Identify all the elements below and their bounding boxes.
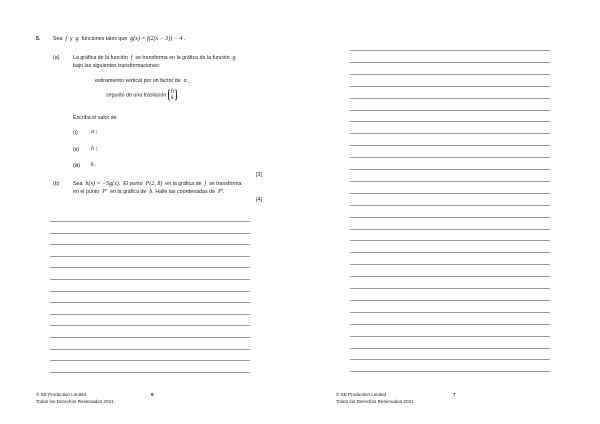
- part-b-f: f: [204, 181, 207, 187]
- answer-line: [350, 240, 550, 241]
- answer-line: [350, 371, 550, 372]
- answer-line: [50, 360, 250, 361]
- point-p: P(2, 8): [145, 181, 163, 187]
- answer-line: [350, 217, 550, 218]
- answer-line: [350, 86, 550, 87]
- answer-line: [350, 252, 550, 253]
- alpha-symbol: α ,: [183, 78, 190, 84]
- answer-line: [350, 288, 550, 289]
- part-b-text3: se transforma: [209, 181, 242, 187]
- answer-line: [350, 133, 550, 134]
- answer-line: [350, 181, 550, 182]
- answer-line: [350, 300, 550, 301]
- marks-part-a: [3]: [256, 172, 262, 178]
- vector-bottom: k: [171, 95, 174, 101]
- answer-line: [350, 229, 550, 230]
- part-a-f: f: [130, 55, 133, 61]
- answer-line: [350, 276, 550, 277]
- sub-item-iii-label: (iii): [73, 163, 81, 169]
- answer-line: [50, 325, 250, 326]
- marks-part-b: [4]: [256, 197, 262, 203]
- answer-line: [50, 233, 250, 234]
- transform-1-text: estiramiento vertical por un factor de: [95, 78, 181, 84]
- footer-company: © SE Production Limited: [36, 392, 87, 397]
- sub-item-iii-value: k .: [91, 162, 97, 168]
- footer-rights: Todos los Derechos Reservados 2021: [336, 399, 414, 404]
- part-a-line1-mid: se transforma en la gráfica de la función: [135, 55, 230, 61]
- part-b-definition: h(x) = −5g(x).: [85, 181, 121, 187]
- intro-text: Sea: [53, 36, 63, 42]
- answer-line: [50, 372, 250, 373]
- part-b-text1: El punto: [123, 181, 143, 187]
- answer-line: [50, 221, 250, 222]
- page-number: 7: [453, 392, 456, 397]
- answer-line: [350, 324, 550, 325]
- part-b-line2-tail: . Halle las coordenadas de: [152, 189, 216, 195]
- answer-line: [50, 291, 250, 292]
- answer-line: [350, 98, 550, 99]
- answer-line: [50, 267, 250, 268]
- answer-line: [350, 145, 550, 146]
- answer-line: [350, 62, 550, 63]
- part-b-sea: Sea: [73, 181, 83, 187]
- function-definition: g(x) = f(2(x − 3)) − 4 .: [130, 36, 186, 42]
- part-a-line2: bajo las siguientes transformaciones:: [73, 63, 161, 69]
- footer-rights: Todos los Derechos Reservados 2021: [36, 399, 114, 404]
- answer-line: [50, 337, 250, 338]
- part-b-line2-mid: en la gráfica de: [110, 189, 147, 195]
- question-intro: [53, 36, 185, 43]
- question-number: 5.: [36, 36, 41, 42]
- point-p-prime: P′: [102, 189, 108, 195]
- part-b-line2: [73, 189, 224, 196]
- part-a-g: g: [232, 55, 236, 61]
- answer-line: [50, 302, 250, 303]
- translation-vector: [168, 88, 177, 102]
- write-value: Escriba el valor de: [73, 115, 117, 121]
- answer-line: [350, 264, 550, 265]
- page-number: 6: [151, 392, 154, 397]
- answer-line: [350, 359, 550, 360]
- sub-item-ii-value: h ;: [91, 146, 98, 152]
- answer-line: [350, 157, 550, 158]
- vector-tail: .: [176, 92, 179, 99]
- part-b-label: (b): [53, 181, 60, 187]
- answer-line: [350, 169, 550, 170]
- point-p-prime-2: P′.: [217, 189, 225, 195]
- part-b-line2-pre: en el punto: [73, 189, 100, 195]
- part-b-h: h: [149, 189, 153, 195]
- sub-item-i-label: (i): [73, 130, 78, 136]
- part-b-line1: [73, 181, 241, 188]
- answer-line: [350, 336, 550, 337]
- vector-top: h: [170, 89, 174, 95]
- answer-line: [350, 205, 550, 206]
- answer-line: [50, 314, 250, 315]
- answer-line: [350, 193, 550, 194]
- answer-line: [350, 50, 550, 51]
- transform-1: [95, 78, 190, 85]
- answer-line: [50, 349, 250, 350]
- answer-line: [350, 348, 550, 349]
- part-b-text2: en la gráfica de: [165, 181, 202, 187]
- answer-line: [50, 279, 250, 280]
- transform-2: [106, 88, 178, 102]
- g-symbol: g: [75, 36, 79, 42]
- intro-tail: funciones tales que: [81, 36, 128, 42]
- part-a-label: (a): [53, 55, 60, 61]
- answer-line: [350, 74, 550, 75]
- part-a-line1-pre: La gráfica de la función: [73, 55, 128, 61]
- answer-line: [350, 121, 550, 122]
- part-a-line1: [73, 55, 236, 62]
- right-page: [300, 0, 600, 424]
- answer-line: [50, 256, 250, 257]
- transform-2-text: seguido de una traslación: [106, 92, 167, 99]
- answer-line: [350, 110, 550, 111]
- answer-line: [350, 312, 550, 313]
- sub-item-ii-label: (ii): [73, 147, 79, 153]
- sub-item-i-value: α ;: [91, 129, 98, 135]
- answer-line: [50, 244, 250, 245]
- footer-company: © SE Production Limited: [336, 392, 387, 397]
- and-word: y: [70, 36, 73, 42]
- f-symbol: f: [65, 36, 68, 42]
